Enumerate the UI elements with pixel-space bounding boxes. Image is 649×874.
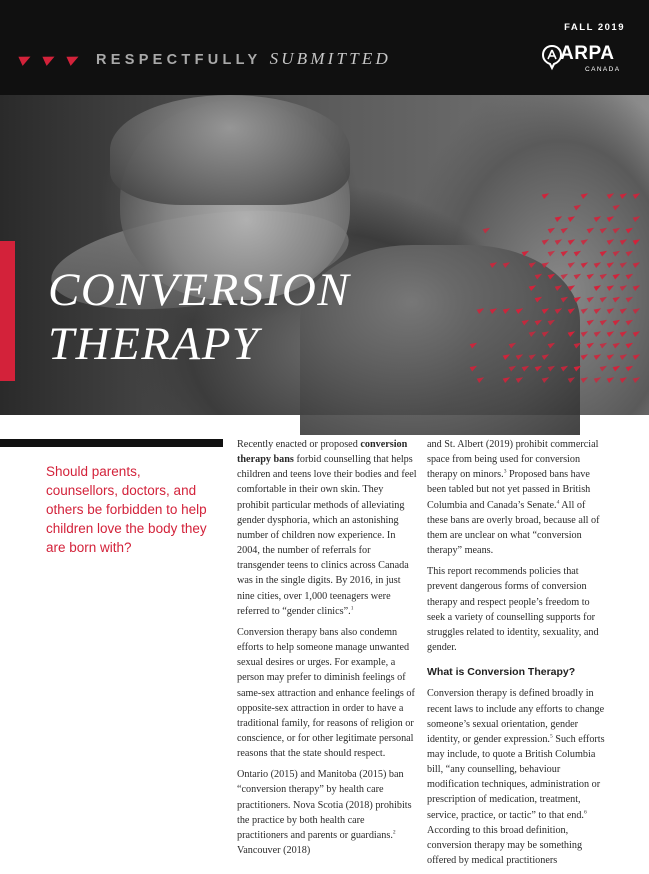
pattern-triangle-icon bbox=[587, 226, 596, 234]
pattern-triangle-icon bbox=[568, 283, 577, 291]
pattern-triangle-icon bbox=[626, 272, 635, 280]
text-run: All of these bans are overly broad, because all of them are unclear on what “conversion therapy” means. bbox=[427, 499, 600, 557]
pattern-triangle-icon bbox=[587, 341, 596, 349]
pattern-triangle-icon bbox=[607, 260, 616, 268]
pattern-triangle-icon bbox=[561, 295, 570, 303]
section-rule bbox=[0, 439, 223, 447]
red-accent-bar bbox=[0, 241, 15, 381]
pattern-triangle-icon bbox=[633, 237, 642, 245]
pattern-triangle-icon bbox=[516, 306, 525, 314]
pattern-triangle-icon bbox=[522, 249, 531, 257]
pattern-triangle-icon bbox=[620, 237, 629, 245]
pattern-triangle-icon bbox=[535, 318, 544, 326]
hero-title-line2: THERAPY bbox=[48, 318, 260, 370]
pattern-triangle-icon bbox=[542, 375, 551, 383]
pattern-triangle-icon bbox=[470, 341, 479, 349]
pattern-triangle-icon bbox=[633, 329, 642, 337]
pattern-triangle-icon bbox=[509, 364, 518, 372]
footnote-ref: 1 bbox=[350, 605, 354, 612]
pattern-triangle-icon bbox=[542, 260, 551, 268]
pattern-triangle-icon bbox=[529, 260, 538, 268]
pattern-triangle-icon bbox=[490, 306, 499, 314]
pattern-triangle-icon bbox=[626, 341, 635, 349]
paragraph bbox=[237, 437, 417, 619]
pattern-triangle-icon bbox=[607, 191, 616, 199]
section-heading: What is Conversion Therapy? bbox=[427, 666, 576, 679]
logo-subtitle: CANADA bbox=[585, 66, 621, 73]
pattern-triangle-icon bbox=[522, 364, 531, 372]
pattern-triangle-icon bbox=[594, 329, 603, 337]
body-column-2 bbox=[427, 437, 607, 874]
footnote-ref: 4 bbox=[556, 499, 560, 506]
pattern-triangle-icon bbox=[633, 214, 642, 222]
logo-name: ARPA bbox=[560, 43, 615, 64]
pattern-triangle-icon bbox=[626, 364, 635, 372]
pattern-triangle-icon bbox=[620, 329, 629, 337]
pattern-triangle-icon bbox=[542, 329, 551, 337]
paragraph bbox=[237, 767, 417, 858]
header-banner bbox=[0, 0, 649, 95]
logo-mark-icon bbox=[542, 45, 562, 69]
pattern-triangle-icon bbox=[574, 249, 583, 257]
pattern-triangle-icon bbox=[607, 329, 616, 337]
text-run: Vancouver (2018) bbox=[237, 845, 311, 857]
pattern-triangle-icon bbox=[620, 283, 629, 291]
pattern-triangle-icon bbox=[613, 272, 622, 280]
series-title bbox=[96, 49, 391, 69]
pattern-triangle-icon bbox=[535, 364, 544, 372]
pattern-triangle-icon bbox=[633, 260, 642, 268]
triangle-icon bbox=[66, 52, 80, 66]
pattern-triangle-icon bbox=[542, 191, 551, 199]
paragraph: This report recommends policies that prevent dangerous forms of conversion therapy and respect people’s freedom to seek a variety of counselling supports for struggles related to identity, sexuality, and gender. bbox=[427, 566, 599, 654]
pattern-triangle-icon bbox=[587, 295, 596, 303]
hero-photo bbox=[0, 95, 649, 415]
paragraph bbox=[427, 437, 607, 558]
pattern-triangle-icon bbox=[548, 226, 557, 234]
pattern-triangle-icon bbox=[600, 272, 609, 280]
text-run: According to this broad definition, conversion therapy may be something offered by medical practitioners bbox=[427, 824, 583, 867]
pattern-triangle-icon bbox=[594, 260, 603, 268]
pattern-triangle-icon bbox=[535, 295, 544, 303]
pattern-triangle-icon bbox=[503, 260, 512, 268]
pattern-triangle-icon bbox=[613, 318, 622, 326]
pattern-triangle-icon bbox=[626, 226, 635, 234]
pattern-triangle-icon bbox=[600, 295, 609, 303]
header-triangles bbox=[20, 54, 79, 64]
pattern-triangle-icon bbox=[574, 203, 583, 211]
pattern-triangle-icon bbox=[594, 306, 603, 314]
pattern-triangle-icon bbox=[607, 237, 616, 245]
pattern-triangle-icon bbox=[620, 306, 629, 314]
pattern-triangle-icon bbox=[490, 260, 499, 268]
pattern-triangle-icon bbox=[503, 375, 512, 383]
pattern-triangle-icon bbox=[620, 352, 629, 360]
pattern-triangle-icon bbox=[620, 191, 629, 199]
triangle-icon bbox=[18, 52, 32, 66]
pattern-triangle-icon bbox=[477, 306, 486, 314]
series-prefix: RESPECTFULLY bbox=[96, 52, 262, 68]
pattern-triangle-icon bbox=[633, 375, 642, 383]
pattern-triangle-icon bbox=[587, 318, 596, 326]
pattern-triangle-icon bbox=[574, 272, 583, 280]
pattern-triangle-icon bbox=[477, 375, 486, 383]
hero-title bbox=[48, 263, 350, 371]
pattern-triangle-icon bbox=[581, 191, 590, 199]
pattern-triangle-icon bbox=[516, 375, 525, 383]
pattern-triangle-icon bbox=[568, 214, 577, 222]
pattern-triangle-icon bbox=[633, 306, 642, 314]
pattern-triangle-icon bbox=[522, 318, 531, 326]
pattern-triangle-icon bbox=[568, 329, 577, 337]
pattern-triangle-icon bbox=[555, 283, 564, 291]
pattern-triangle-icon bbox=[594, 214, 603, 222]
pattern-triangle-icon bbox=[568, 237, 577, 245]
pattern-triangle-icon bbox=[529, 329, 538, 337]
pattern-triangle-icon bbox=[626, 318, 635, 326]
pattern-triangle-icon bbox=[620, 260, 629, 268]
paragraph bbox=[427, 686, 607, 868]
pattern-triangle-icon bbox=[574, 364, 583, 372]
text-run: Recently enacted or proposed bbox=[237, 439, 361, 450]
pattern-triangle-icon bbox=[548, 318, 557, 326]
edition-label: FALL 2019 bbox=[564, 22, 625, 33]
pattern-triangle-icon bbox=[607, 306, 616, 314]
pattern-triangle-icon bbox=[600, 341, 609, 349]
pattern-triangle-icon bbox=[542, 237, 551, 245]
pattern-triangle-icon bbox=[607, 214, 616, 222]
pattern-triangle-icon bbox=[633, 283, 642, 291]
pattern-triangle-icon bbox=[600, 226, 609, 234]
pattern-triangle-icon bbox=[613, 226, 622, 234]
pattern-triangle-icon bbox=[555, 237, 564, 245]
hero-title-line1: CONVERSION bbox=[48, 264, 351, 316]
pattern-triangle-icon bbox=[555, 306, 564, 314]
pattern-triangle-icon bbox=[581, 352, 590, 360]
footnote-ref: 6 bbox=[583, 809, 587, 816]
pattern-triangle-icon bbox=[581, 237, 590, 245]
pattern-triangle-icon bbox=[613, 203, 622, 211]
pattern-triangle-icon bbox=[600, 364, 609, 372]
pattern-triangle-icon bbox=[600, 318, 609, 326]
pattern-triangle-icon bbox=[516, 352, 525, 360]
pattern-triangle-icon bbox=[620, 375, 629, 383]
pattern-triangle-icon bbox=[607, 375, 616, 383]
pattern-triangle-icon bbox=[581, 260, 590, 268]
pattern-triangle-icon bbox=[613, 341, 622, 349]
text-run: Such efforts may include, to quote a British Columbia bill, “any counselling, behaviour modification techniques, administration or prescription of medication, treatment, service, practice, or tactic” to that end. bbox=[427, 733, 605, 821]
footnote-ref: 2 bbox=[392, 829, 396, 836]
pattern-triangle-icon bbox=[529, 283, 538, 291]
text-run: and St. Albert (2019) prohibit commercial space from being used for conversion therapy on minors. bbox=[427, 439, 599, 481]
pattern-triangle-icon bbox=[548, 249, 557, 257]
pattern-triangle-icon bbox=[509, 341, 518, 349]
pattern-triangle-icon bbox=[561, 364, 570, 372]
pattern-triangle-icon bbox=[607, 283, 616, 291]
pattern-triangle-icon bbox=[503, 306, 512, 314]
pattern-triangle-icon bbox=[626, 295, 635, 303]
pattern-triangle-icon bbox=[542, 352, 551, 360]
pattern-triangle-icon bbox=[535, 272, 544, 280]
text-run: Ontario (2015) and Manitoba (2015) ban “conversion therapy” by health care practitioners. Nova Scotia (2018) prohibits the practice by both health care practitioners and parents or guardians. bbox=[237, 769, 412, 841]
pattern-triangle-icon bbox=[561, 249, 570, 257]
footnote-ref: 5 bbox=[549, 733, 553, 740]
pull-quote: Should parents, counsellors, doctors, and others be forbidden to help children love the body they are born with? bbox=[46, 464, 207, 555]
pattern-triangle-icon bbox=[581, 306, 590, 314]
pattern-triangle-icon bbox=[548, 364, 557, 372]
pattern-triangle-icon bbox=[529, 352, 538, 360]
pattern-triangle-icon bbox=[594, 283, 603, 291]
triangle-icon bbox=[42, 52, 56, 66]
pattern-triangle-icon bbox=[555, 214, 564, 222]
pattern-triangle-icon bbox=[574, 295, 583, 303]
pattern-triangle-icon bbox=[600, 249, 609, 257]
bold-text: conversion therapy bans bbox=[237, 439, 408, 466]
pattern-triangle-icon bbox=[568, 306, 577, 314]
pattern-triangle-icon bbox=[561, 226, 570, 234]
pattern-triangle-icon bbox=[594, 352, 603, 360]
pattern-triangle-icon bbox=[633, 352, 642, 360]
pattern-triangle-icon bbox=[594, 375, 603, 383]
pattern-triangle-icon bbox=[548, 272, 557, 280]
series-suffix: SUBMITTED bbox=[269, 49, 391, 68]
arpa-logo bbox=[538, 42, 628, 78]
pattern-triangle-icon bbox=[613, 249, 622, 257]
text-run: Proposed bans have been tabled but not yet passed in British Columbia and Canada’s Senate. bbox=[427, 469, 591, 511]
pattern-triangle-icon bbox=[561, 272, 570, 280]
text-run: Conversion therapy is defined broadly in recent laws to include any efforts to change someone’s sexual orientation, gender identity, or gender expression. bbox=[427, 688, 605, 745]
pattern-triangle-icon bbox=[568, 375, 577, 383]
pattern-triangle-icon bbox=[581, 329, 590, 337]
pattern-triangle-icon bbox=[613, 295, 622, 303]
pattern-triangle-icon bbox=[483, 226, 492, 234]
pattern-triangle-icon bbox=[548, 341, 557, 349]
pattern-triangle-icon bbox=[574, 341, 583, 349]
pattern-triangle-icon bbox=[613, 364, 622, 372]
paragraph: Conversion therapy bans also condemn efforts to help someone manage unwanted sexual desires or urges. For example, a person may prefer to diminish feelings of same-sex attraction and enhance feelings of opposite-sex attraction in order to have a traditional family, for reasons of religion or conscience, or for other legitimate personal reasons that the state should respect. bbox=[237, 626, 415, 760]
pattern-triangle-icon bbox=[607, 352, 616, 360]
pattern-triangle-icon bbox=[633, 191, 642, 199]
pattern-triangle-icon bbox=[587, 272, 596, 280]
pattern-triangle-icon bbox=[626, 249, 635, 257]
pattern-triangle-icon bbox=[581, 375, 590, 383]
pattern-triangle-icon bbox=[503, 352, 512, 360]
footnote-ref: 3 bbox=[503, 468, 507, 475]
pattern-triangle-icon bbox=[542, 306, 551, 314]
text-run: forbid counselling that helps children and teens love their bodies and feel comfortable in their own skin. They prohibit particular methods of alleviating gender dysphoria, which an astonishing number of children now experience. In 2004, the number of referrals for transgender teens to clinics across Canada was in the single digits. By 2016, in just nine cities, over 1,000 teenagers were referred to “gender clinics”. bbox=[237, 454, 417, 617]
body-column-1 bbox=[237, 437, 417, 864]
pattern-triangle-icon bbox=[470, 364, 479, 372]
pattern-triangle-icon bbox=[568, 260, 577, 268]
